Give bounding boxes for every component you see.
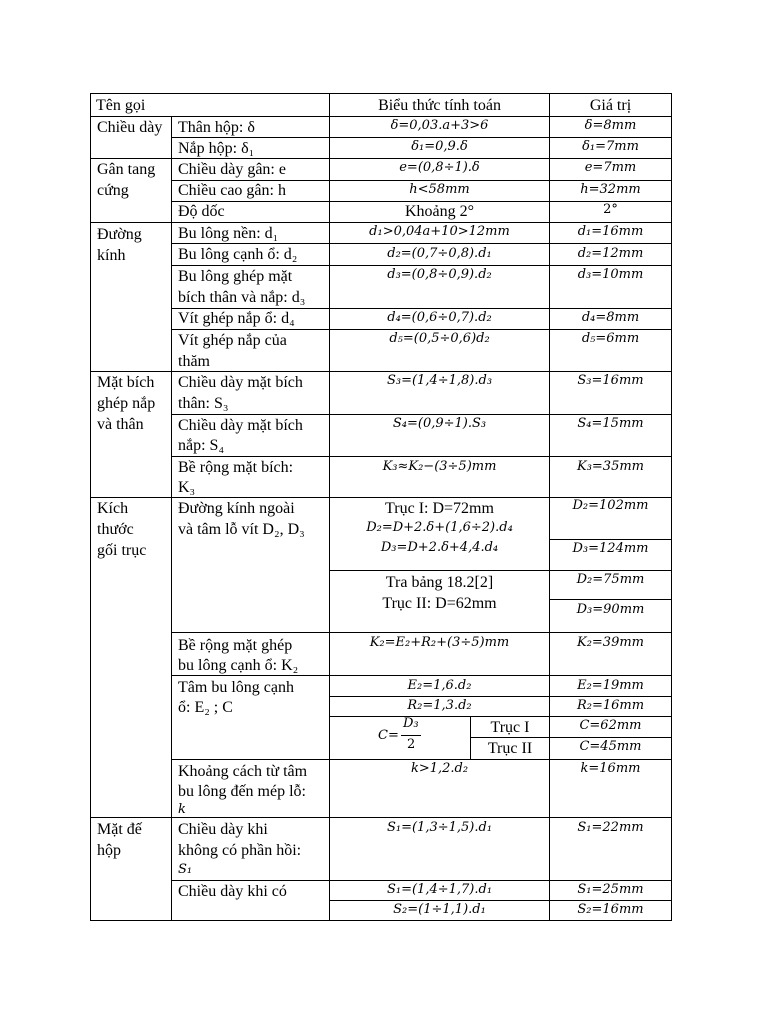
- row-name: Độ dốc: [178, 203, 225, 220]
- row-value: d₄=8mm: [581, 310, 640, 325]
- row-name: không có phần hồi:: [178, 842, 302, 859]
- row-value: K₃=35mm: [576, 459, 644, 474]
- row-formula: R₂=1,3.d₂: [407, 698, 472, 713]
- row-name: k: [178, 802, 186, 817]
- row-name: Khoảng cách từ tâm: [178, 763, 308, 780]
- row-formula: S₁=(1,3÷1,5).d₁: [386, 820, 493, 835]
- row-formula: h<58mm: [409, 182, 470, 197]
- row-value: D₃=124mm: [572, 541, 649, 556]
- row-value: δ=8mm: [584, 118, 637, 133]
- row-name: Vít ghép nắp ổ: d₄: [178, 310, 295, 327]
- row-formula: K₃≈K₂−(3÷5)mm: [382, 459, 497, 474]
- row-name: thân: S₃: [178, 395, 229, 412]
- header-formula: Biểu thức tính toán: [378, 97, 501, 114]
- row-formula: Khoảng 2°: [404, 203, 475, 220]
- row-value: S₁=25mm: [577, 882, 644, 897]
- row-name: Chiều dày khi có: [178, 883, 287, 900]
- c-numerator: D₃: [403, 716, 419, 731]
- row-formula: K₂=E₂+R₂+(3÷5)mm: [369, 635, 510, 650]
- group-mat-bich: Mặt bích ghép nắp và thân: [97, 374, 156, 433]
- row-formula: E₂=1,6.d₂: [407, 678, 472, 693]
- row-value: S₄=15mm: [577, 416, 644, 431]
- row-name: Chiều dày gân: e: [178, 161, 286, 178]
- row-value: C=62mm: [579, 718, 642, 733]
- grid-line: [171, 116, 172, 921]
- row-formula: d₂=(0,7÷0,8).d₁: [387, 246, 492, 261]
- row-formula: e=(0,8÷1).δ: [399, 160, 480, 175]
- row-value: d₁=16mm: [577, 224, 644, 239]
- truc2-label: Trục II: [487, 740, 533, 757]
- row-value: S₃=16mm: [577, 373, 644, 388]
- row-value: e=7mm: [584, 160, 637, 175]
- row-value: δ₁=7mm: [582, 139, 639, 154]
- row-value: d₂=12mm: [577, 246, 644, 261]
- grid-line: [90, 93, 672, 94]
- row-formula: d₅=(0,5÷0,6)d₂: [389, 331, 490, 346]
- row-name: Thân hộp: δ: [178, 119, 255, 136]
- row-name: nắp: S₄: [178, 437, 225, 454]
- row-value: d₃=10mm: [577, 267, 644, 282]
- row-formula: δ₁=0,9.δ: [411, 139, 468, 154]
- row-name: Chiều cao gân: h: [178, 182, 286, 199]
- row-formula: d₃=(0,8÷0,9).d₂: [387, 267, 492, 282]
- row-formula: δ=0,03.a+3>6: [390, 118, 489, 133]
- row-formula: D₂=D+2.δ+(1,6÷2).d₄: [366, 520, 513, 535]
- grid-line: [90, 93, 91, 921]
- grid-line: [549, 599, 672, 600]
- row-formula: D₃=D+2.δ+4,4.d₄: [380, 540, 499, 555]
- row-value: C=45mm: [579, 739, 642, 754]
- row-name: bích thân và nắp: d₃: [178, 289, 306, 306]
- truc1-label: Trục I: [490, 719, 530, 736]
- fraction-bar: [401, 735, 421, 736]
- row-name: ổ: E₂ ; C: [178, 699, 233, 716]
- row-name: thăm: [178, 353, 210, 370]
- row-formula: S₁=(1,4÷1,7).d₁: [386, 882, 493, 897]
- row-name: Tâm bu lông cạnh: [178, 679, 294, 696]
- row-name: K₃: [178, 479, 196, 496]
- grid-line: [171, 632, 672, 633]
- row-formula: d₁>0,04a+10>12mm: [369, 224, 510, 239]
- row-name: S₁: [178, 862, 193, 877]
- row-value: k=16mm: [580, 761, 641, 776]
- c-lhs: C=: [378, 728, 399, 743]
- row-value: D₂=75mm: [576, 572, 645, 587]
- row-name: Chiều dày khi: [178, 821, 268, 838]
- row-formula: d₄=(0,6÷0,7).d₂: [387, 310, 492, 325]
- row-value: d₅=6mm: [581, 331, 640, 346]
- truc1-label: Trục I: D=72mm: [385, 500, 494, 517]
- row-name: bu lông cạnh ổ: K₂: [178, 657, 299, 674]
- header-value: Giá trị: [589, 97, 632, 114]
- row-name: Vít ghép nắp của: [178, 332, 287, 349]
- group-kich-thuoc-goi-truc: Kích thước gối trục: [97, 500, 147, 559]
- group-gan-tang-cung: Gân tang cứng: [97, 161, 156, 199]
- row-name: Nắp hộp: δ₁: [178, 140, 255, 157]
- row-name: Bu lông cạnh ổ: d₂: [178, 246, 298, 263]
- row-formula: k>1,2.d₂: [410, 761, 469, 776]
- row-name: Bu lông ghép mặt: [178, 268, 293, 285]
- header-name: Tên gọi: [96, 97, 146, 114]
- row-formula: S₄=(0,9÷1).S₃: [392, 416, 487, 431]
- row-value: 2°: [603, 202, 618, 217]
- row-formula: S₂=(1÷1,1).d₁: [393, 902, 486, 917]
- row-name: Chiều dày mặt bích: [178, 374, 303, 391]
- row-value: S₁=22mm: [577, 820, 644, 835]
- row-value: D₃=90mm: [576, 602, 645, 617]
- row-value: K₂=39mm: [576, 635, 644, 650]
- truc2-label: Tra bảng 18.2[2]: [385, 574, 494, 591]
- row-value: h=32mm: [580, 182, 641, 197]
- grid-line: [90, 920, 672, 921]
- row-name: Bề rộng mặt ghép: [178, 637, 293, 654]
- truc2-label: Trục II: D=62mm: [382, 595, 497, 612]
- group-mat-de-hop: Mặt đế hộp: [97, 821, 142, 859]
- group-chieu-day: Chiều dày: [97, 119, 163, 136]
- c-denominator: 2: [407, 737, 416, 752]
- row-name: Chiều dày mặt bích: [178, 417, 303, 434]
- row-value: S₂=16mm: [577, 902, 644, 917]
- row-name: Bu lông nền: d₁: [178, 225, 279, 242]
- row-value: E₂=19mm: [577, 678, 644, 693]
- row-formula: S₃=(1,4÷1,8).d₃: [386, 373, 493, 388]
- row-name: và tâm lỗ vít D₂, D₃: [178, 521, 305, 538]
- row-name: Bề rộng mặt bích:: [178, 459, 294, 476]
- row-name: bu lông đến mép lỗ:: [178, 783, 306, 800]
- row-value: R₂=16mm: [576, 698, 645, 713]
- row-value: D₂=102mm: [572, 498, 649, 513]
- group-duong-kinh: Đường kính: [97, 226, 142, 264]
- grid-line: [671, 93, 672, 921]
- row-name: Đường kính ngoài: [178, 500, 295, 517]
